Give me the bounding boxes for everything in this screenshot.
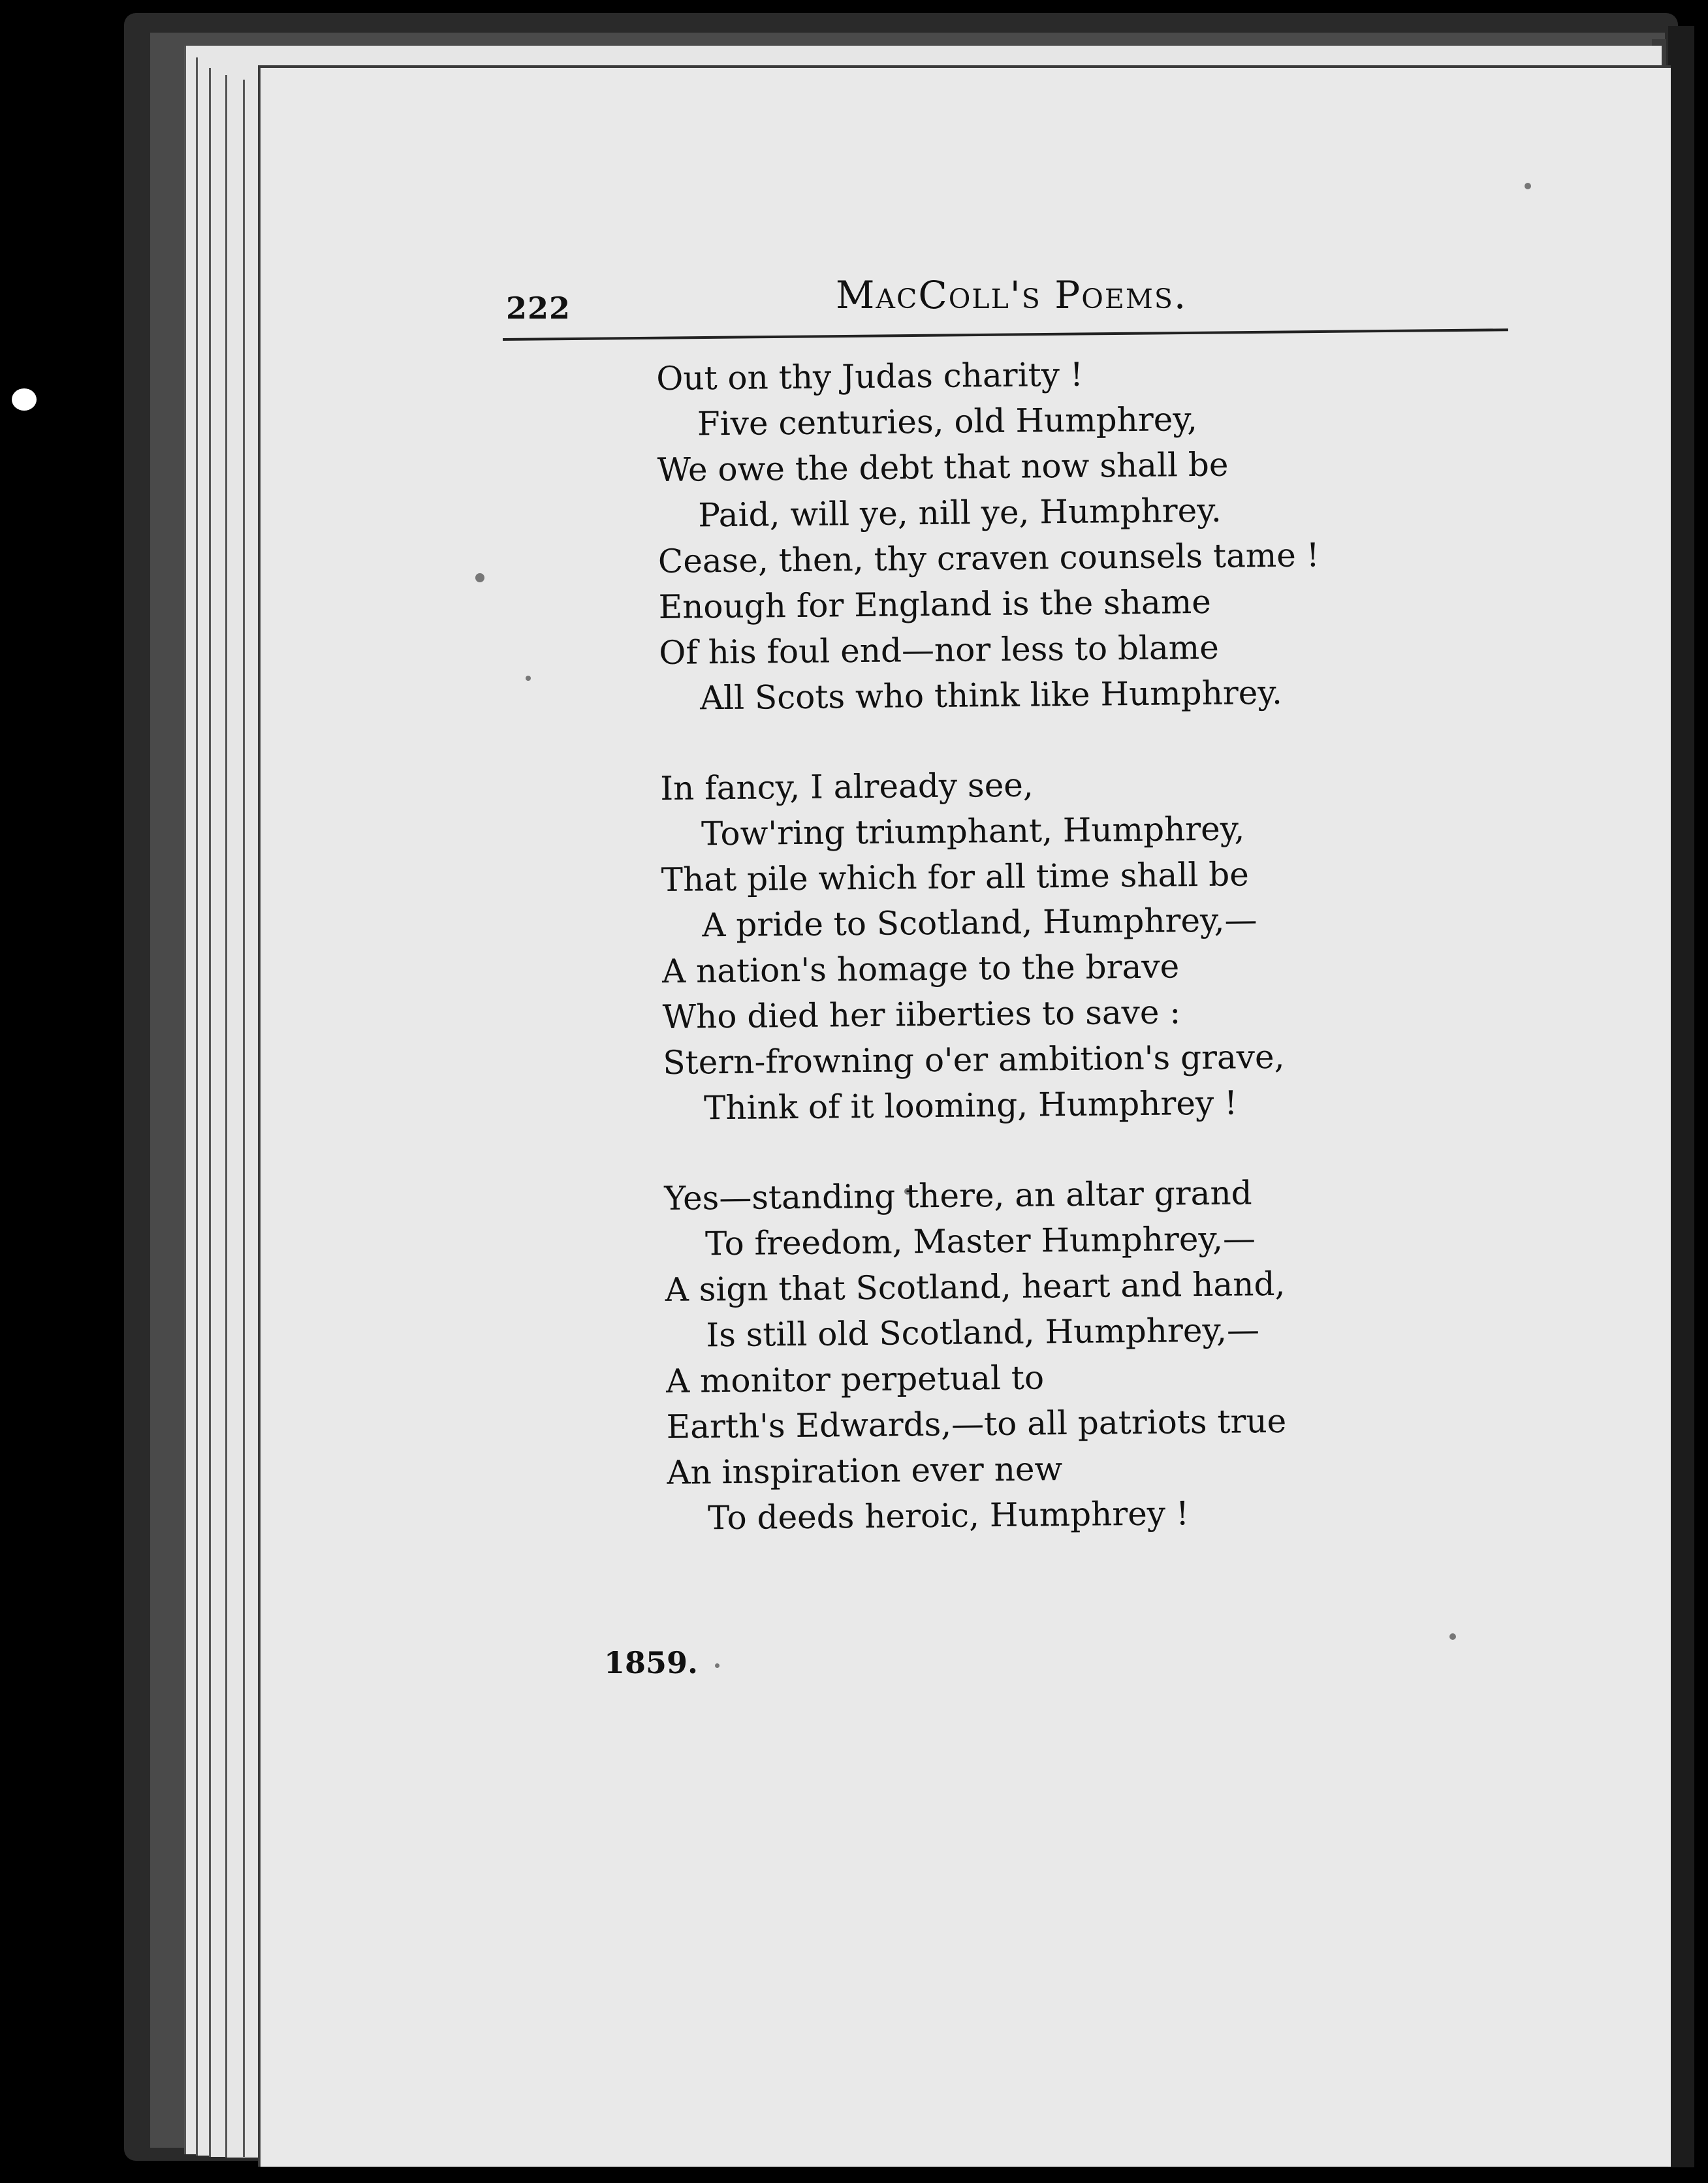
poem-line: We owe the debt that now shall be [657, 445, 1229, 489]
poem-line: Cease, then, thy craven counsels tame ! [657, 536, 1320, 580]
scan-speck [715, 1663, 720, 1668]
poem-body [656, 348, 1451, 1585]
scan-speck [1449, 1633, 1456, 1640]
scan-blot [12, 388, 37, 411]
page-number: 222 [506, 291, 571, 326]
poem-line: To deeds heroic, Humphrey ! [707, 1494, 1190, 1537]
poem-line: In fancy, I already see, [660, 766, 1034, 808]
poem-line: A monitor perpetual to [665, 1358, 1045, 1400]
poem-date: 1859. [604, 1645, 699, 1680]
poem-line: Enough for England is the shame [658, 582, 1212, 626]
poem-line: Tow'ring triumphant, Humphrey, [701, 809, 1245, 853]
poem-line: Stern-frowning o'er ambition's grave, [663, 1037, 1285, 1082]
poem-line: A nation's homage to the brave [661, 947, 1180, 990]
scan-speck [475, 573, 484, 582]
poem-line: Paid, will ye, nill ye, Humphrey. [698, 491, 1222, 535]
poem-line: Think of it looming, Humphrey ! [703, 1084, 1238, 1127]
scan-speck [1525, 183, 1531, 189]
poem-line: Who died her iiberties to save : [662, 993, 1181, 1036]
poem-line: To freedom, Master Humphrey,— [704, 1219, 1256, 1263]
poem-line: Yes—standing there, an altar grand [664, 1174, 1252, 1217]
poem-line: All Scots who think like Humphrey. [699, 673, 1283, 717]
poem-line: Of his foul end—nor less to blame [659, 628, 1220, 672]
stanza [660, 758, 1447, 1131]
poem-line: Earth's Edwards,—to all patriots true [666, 1402, 1287, 1446]
poem-line: Is still old Scotland, Humphrey,— [706, 1311, 1260, 1355]
poem-line: Five centuries, old Humphrey, [697, 400, 1198, 443]
right-page-edge [1668, 26, 1694, 2167]
poem-line: A pride to Scotland, Humphrey,— [702, 901, 1257, 945]
poem-line: An inspiration ever new [667, 1450, 1063, 1492]
running-head: MacColl's Poems. [836, 273, 1188, 317]
poem-line: A sign that Scotland, heart and hand, [665, 1264, 1286, 1309]
stanza [656, 348, 1443, 721]
stanza [664, 1168, 1451, 1541]
poem-line: That pile which for all time shall be [661, 855, 1250, 899]
poem-line: Out on thy Judas charity ! [656, 355, 1084, 398]
scan-speck [526, 676, 531, 681]
